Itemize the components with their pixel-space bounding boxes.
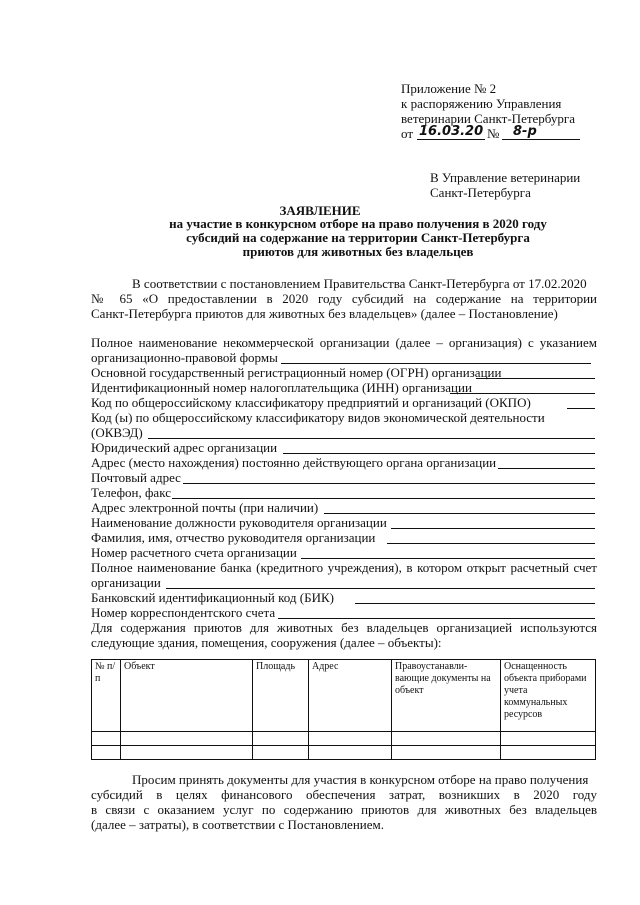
title-line-1: на участие в конкурсном отборе на право получения в 2020 году (169, 216, 547, 231)
table-cell[interactable] (92, 732, 121, 746)
header-docs: Правоустанавли-вающие документы на объект (392, 660, 501, 732)
table-cell[interactable] (392, 746, 501, 760)
objects-table (91, 659, 596, 760)
field-legal-address-label: Юридический адрес организации (91, 440, 278, 455)
recipient-line-1: В Управление ветеринарии (430, 170, 581, 185)
header-address: Адрес (309, 660, 392, 732)
field-bank-org-label: организации (91, 575, 161, 590)
table-cell[interactable] (392, 732, 501, 746)
appendix-line-2: к распоряжению Управления (401, 96, 562, 111)
field-objects-label-2: следующие здания, помещения, сооружения (далее – объекты): (91, 635, 442, 650)
header-num: № п/п (92, 660, 121, 732)
field-corr-account-input[interactable] (278, 618, 595, 619)
field-okpo-label: Код по общероссийскому классификатору предприятий и организаций (ОКПО) (91, 395, 531, 410)
table-cell[interactable] (501, 732, 596, 746)
field-phone-input[interactable] (172, 498, 595, 499)
appendix-line-3: ветеринарии Санкт-Петербурга (401, 111, 576, 126)
field-ogrn-input[interactable] (476, 378, 595, 379)
table-cell[interactable] (92, 746, 121, 760)
field-legal-address-input[interactable] (283, 453, 595, 454)
appendix-number-label: № (487, 126, 500, 141)
field-corr-account-label: Номер корреспондентского счета (91, 605, 276, 620)
intro-line-2: № 65 «О предоставлении в 2020 году субсидий на содержание на территории (91, 291, 597, 306)
intro-line-1: В соответствии с постановлением Правительства Санкт-Петербурга от 17.02.2020 (132, 276, 587, 291)
field-head-position-label: Наименование должности руководителя организации (91, 515, 387, 530)
document-title: ЗАЯВЛЕНИЕ (279, 203, 361, 218)
field-bik-input[interactable] (355, 603, 595, 604)
field-ogrn-label: Основной государственный регистрационный номер (ОГРН) организации (91, 365, 502, 380)
field-account-label: Номер расчетного счета организации (91, 545, 297, 560)
field-actual-address-input[interactable] (498, 468, 595, 469)
field-org-name-label: Полное наименование некоммерческой организации (далее – организация) с указанием (91, 335, 597, 350)
field-inn-input[interactable] (450, 393, 595, 394)
request-line-2: субсидий в целях финансового обеспечения затрат, возникших в 2020 году (91, 787, 597, 802)
recipient-line-2: Санкт-Петербурга (430, 185, 531, 200)
field-org-form-label: организационно-правовой формы (91, 350, 278, 365)
table-cell[interactable] (501, 746, 596, 760)
title-line-3: приютов для животных без владельцев (242, 244, 474, 259)
field-postal-address-label: Почтовый адрес (91, 470, 181, 485)
field-email-input[interactable] (324, 513, 595, 514)
field-actual-address-label: Адрес (место нахождения) постоянно действующего органа организации (91, 455, 497, 470)
field-okved-input[interactable] (148, 438, 595, 439)
table-row (92, 732, 596, 746)
table-cell[interactable] (309, 746, 392, 760)
table-cell[interactable] (253, 732, 309, 746)
appendix-date-value: 16.03.20 (419, 124, 484, 139)
field-head-name-label: Фамилия, имя, отчество руководителя организации (91, 530, 376, 545)
field-postal-address-input[interactable] (183, 483, 595, 484)
table-row (92, 746, 596, 760)
field-bank-input[interactable] (166, 588, 595, 589)
table-cell[interactable] (253, 746, 309, 760)
field-bank-label: Полное наименование банка (кредитного учреждения), в котором открыт расчетный счет (91, 560, 597, 575)
appendix-date-prefix: от (401, 126, 414, 141)
field-bik-label: Банковский идентификационный код (БИК) (91, 590, 334, 605)
table-cell[interactable] (121, 746, 253, 760)
field-email-label: Адрес электронной почты (при наличии) (91, 500, 319, 515)
field-okved-abbr: (ОКВЭД) (91, 425, 143, 440)
field-okved-label: Код (ы) по общероссийскому классификатору видов экономической деятельности (91, 410, 545, 425)
table-cell[interactable] (121, 732, 253, 746)
field-org-name-input[interactable] (281, 363, 591, 364)
request-line-3: в связи с оказанием услуг по содержанию приютов для животных без владельцев (91, 802, 597, 817)
field-inn-label: Идентификационный номер налогоплательщика (ИНН) организации (91, 380, 472, 395)
header-object: Объект (121, 660, 253, 732)
field-account-input[interactable] (301, 558, 595, 559)
request-line-4: (далее – затраты), в соответствии с Постановлением. (91, 817, 384, 832)
title-line-2: субсидий на содержание на территории Санкт-Петербурга (186, 230, 530, 245)
field-head-name-input[interactable] (387, 543, 595, 544)
header-area: Площадь (253, 660, 309, 732)
appendix-number-value: 8-р (513, 124, 537, 139)
table-cell[interactable] (309, 732, 392, 746)
field-okpo-input[interactable] (567, 408, 595, 409)
field-head-position-input[interactable] (391, 528, 595, 529)
request-line-1: Просим принять документы для участия в конкурсном отборе на право получения (132, 772, 589, 787)
field-phone-label: Телефон, факс (91, 485, 171, 500)
field-objects-label: Для содержания приютов для животных без владельцев организацией используются (91, 620, 597, 635)
header-equip: Оснащенность объекта приборами учета коммунальных ресурсов (501, 660, 596, 732)
table-header-row (92, 660, 596, 732)
appendix-line-1: Приложение № 2 (401, 81, 497, 96)
intro-line-3: Санкт-Петербурга приютов для животных без владельцев» (далее – Постановление) (91, 306, 558, 321)
